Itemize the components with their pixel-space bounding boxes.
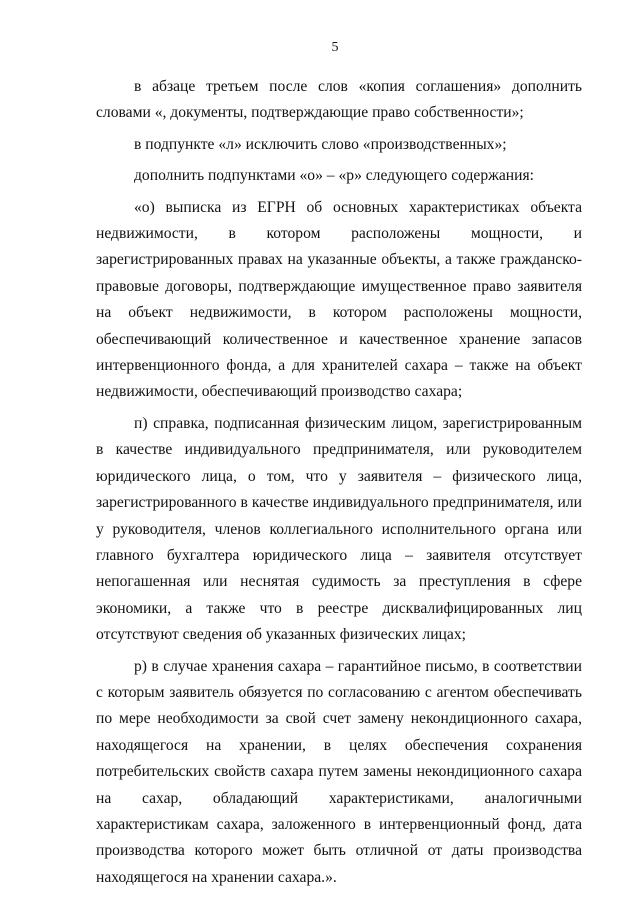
paragraph-3: дополнить подпунктами «о» – «р» следующего содержания: — [134, 167, 535, 185]
page-number — [96, 38, 582, 58]
paragraph-subitem-p: п) справка, подписанная физическим лицом, зарегистрированным в качестве индивидуального предпринимателя, или руководителем юридического лица, о том, что у заявителя – физического лица, зарегистрированного в качестве индивидуального предпринимателя, или у руководителя, членов коллегиального исполнительного органа или главного бухгалтера юридического лица – заявителя отсутствует непогашенная или неснятая судимость за преступления в сфере экономики, а также что в реестре дисквалифицированных лиц отсутствуют сведения об указанных физических лицах; — [96, 414, 582, 644]
paragraph-1: в абзаце третьем после слов «копия соглашения» дополнить словами «, документы, подтверждающие право собственности»; — [96, 78, 582, 122]
page-number-text: 5 — [331, 40, 339, 55]
paragraph-subitem-o: «о) выписка из ЕГРН об основных характеристиках объекта недвижимости, в котором расположены мощности, и зарегистрированных правах на указанные объекты, а также гражданско-правовые договоры, подтверждающие имущественное право заявителя на объект недвижимости, в котором расположены мощности, обеспечивающий количественное и качественное хранение запасов интервенционного фонда, а для хранителей сахара – также на объект недвижимости, обеспечивающий производство сахара; — [96, 198, 582, 401]
paragraph-subitem-r: р) в случае хранения сахара – гарантийное письмо, в соответствии с которым заявитель обязуется по согласованию с агентом обеспечивать по мере необходимости за свой счет замену некондиционного сахара, находящегося на хранении, в целях обеспечения сохранения потребительских свойств сахара путем замены некондиционного сахара на сахар, обладающий характеристиками, аналогичными характеристикам сахара, заложенного в интервенционный фонд, дата производства которого может быть отличной от даты производства находящегося на хранении сахара.». — [96, 657, 582, 886]
paragraph-2: в подпункте «л» исключить слово «производственных»; — [134, 135, 507, 153]
